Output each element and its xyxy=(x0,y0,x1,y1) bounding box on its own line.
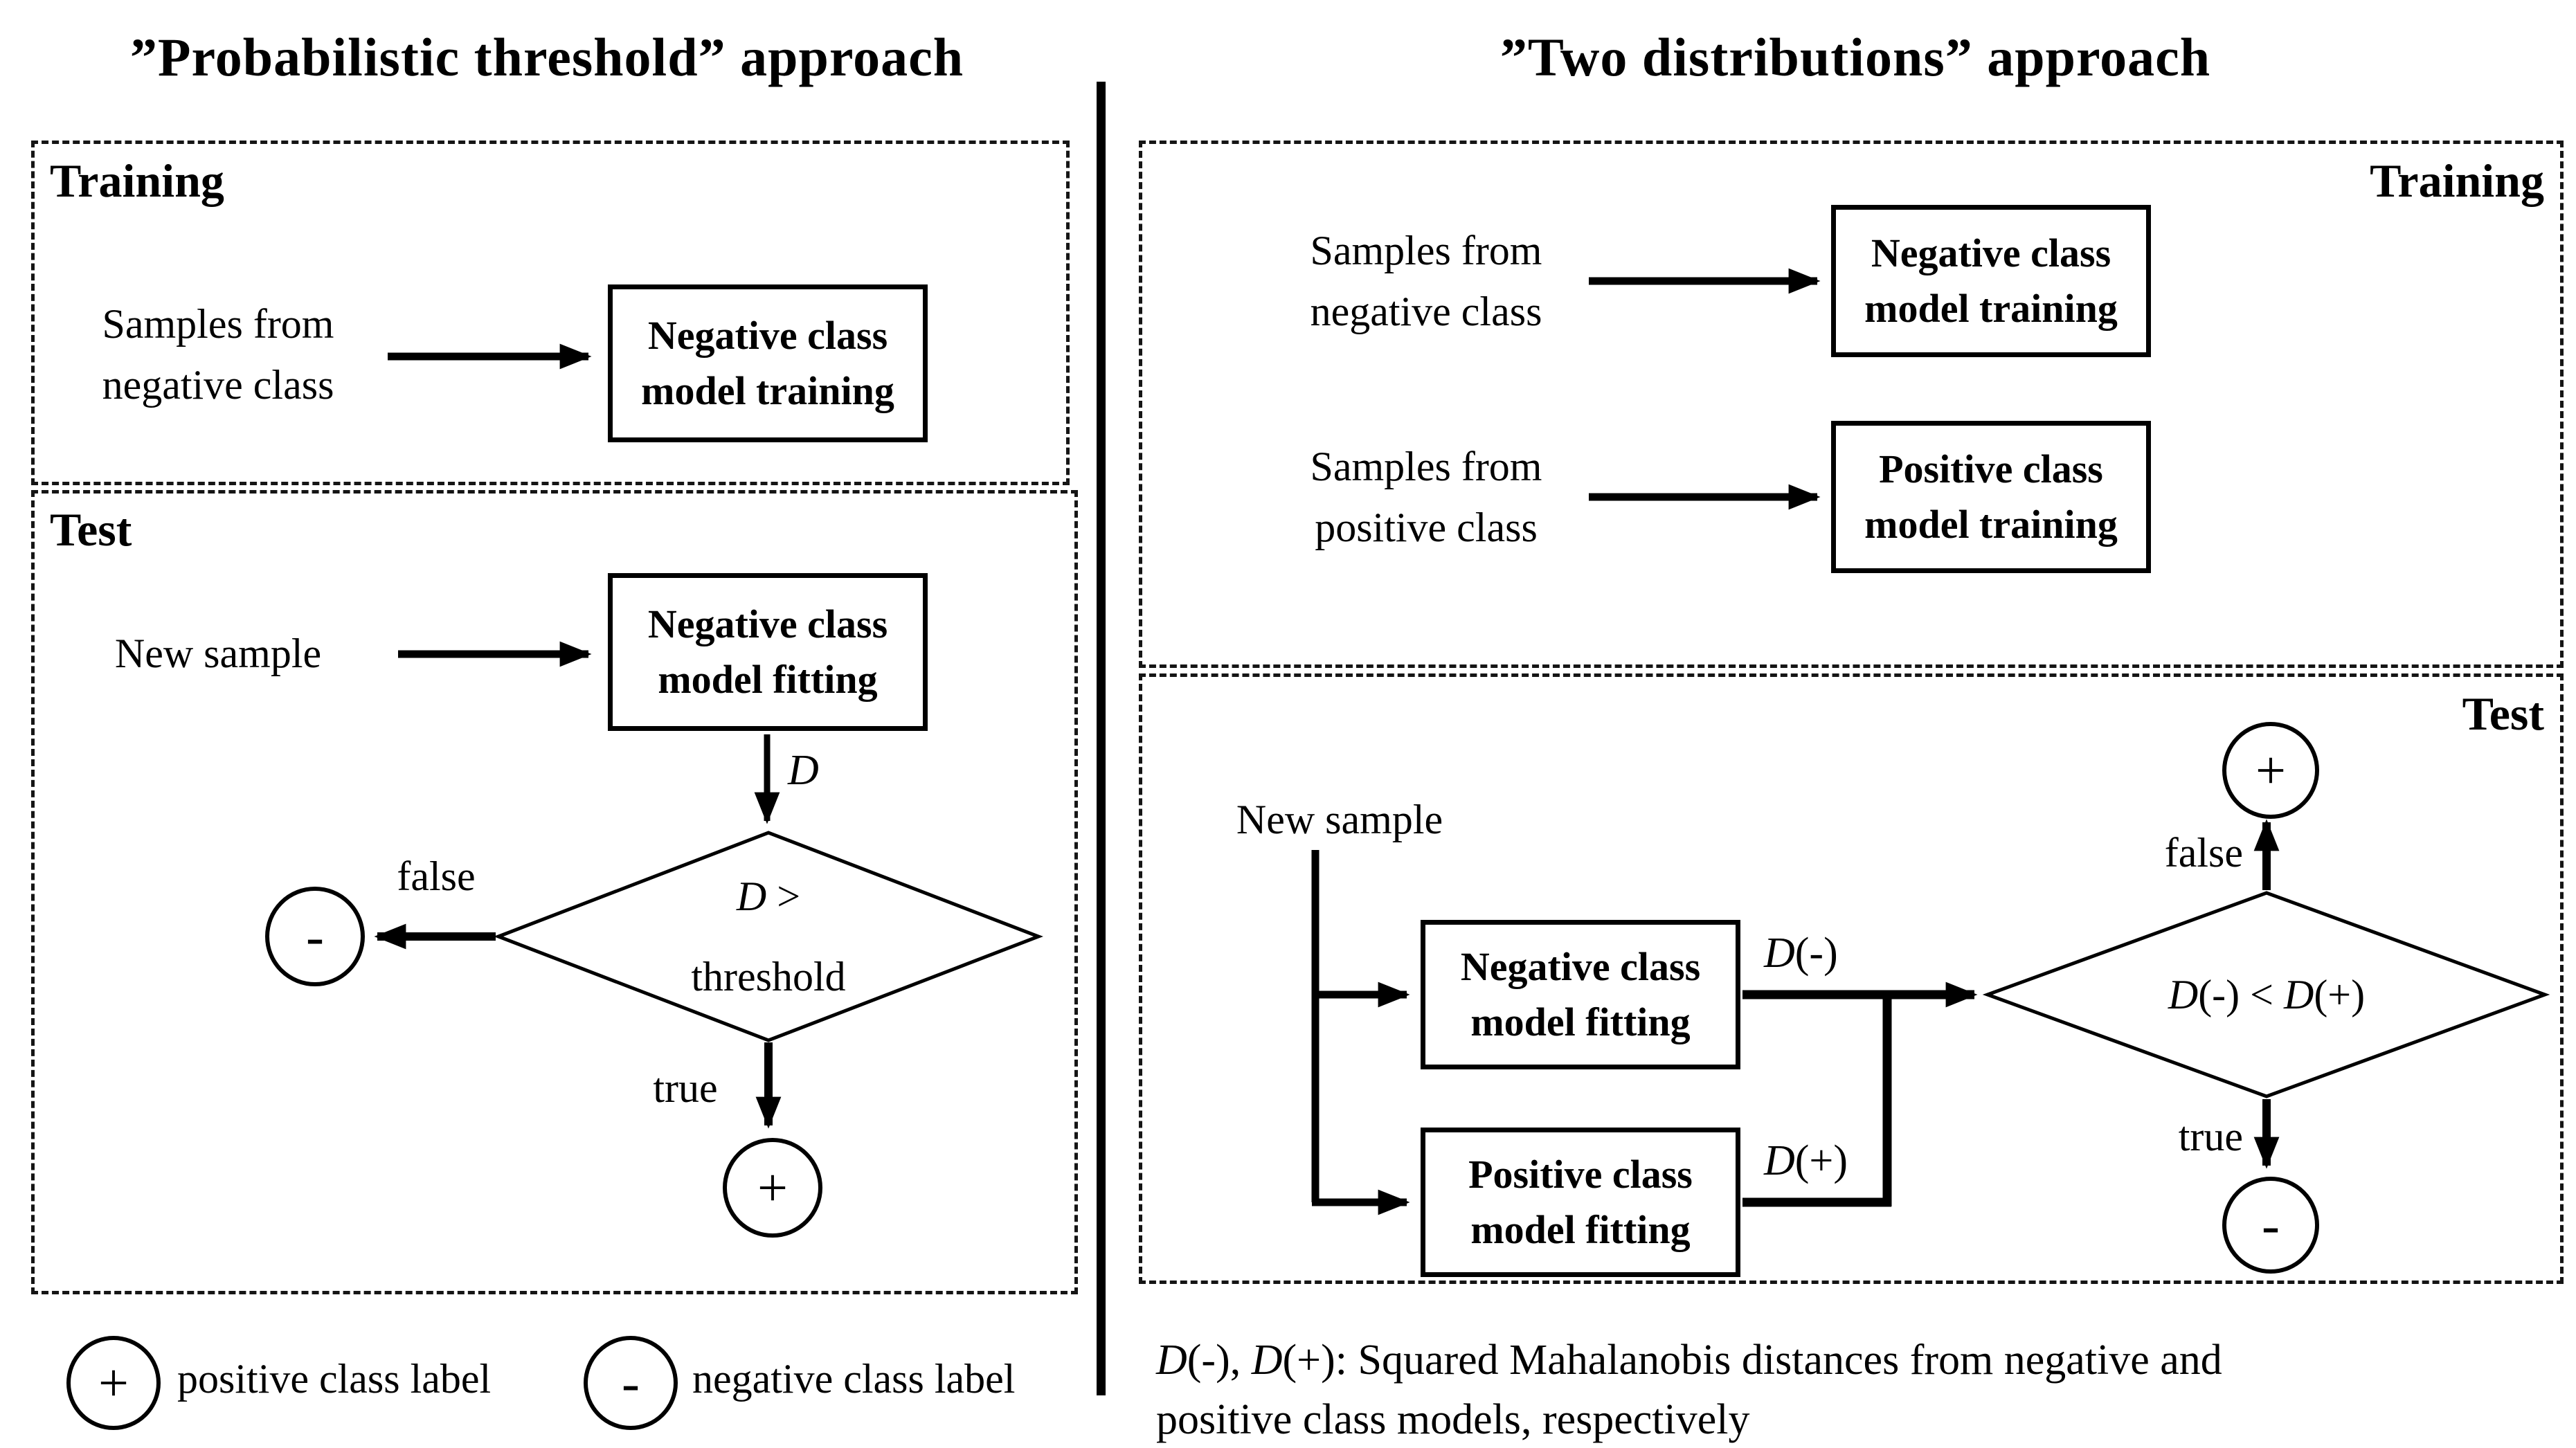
legend-positive-text: positive class label xyxy=(177,1356,492,1402)
right-diamond-p1: (-) xyxy=(2198,972,2240,1017)
left-training-source-text xyxy=(62,293,374,415)
right-diamond-condition xyxy=(2128,972,2405,1017)
left-training-model-box xyxy=(608,284,928,442)
right-test-positive-fitting-box xyxy=(1421,1128,1740,1277)
footnote-d2: D xyxy=(1251,1337,1283,1384)
right-dplus-d: D xyxy=(1764,1137,1795,1184)
legend-positive-circle: + xyxy=(66,1336,161,1430)
footnote xyxy=(1156,1330,2541,1448)
left-positive-result-circle: + xyxy=(723,1138,822,1238)
right-true-label: true xyxy=(2178,1114,2243,1159)
left-diamond-d: D xyxy=(736,874,767,919)
right-training-positive-box xyxy=(1831,421,2151,573)
left-test-box-line1: Negative class xyxy=(647,601,888,646)
right-test-negbox-line2: model fitting xyxy=(1470,999,1691,1044)
right-panel-title: ”Two distributions” approach xyxy=(1499,27,2211,87)
left-diamond-condition-line2: threshold xyxy=(691,954,846,999)
right-training-negbox-line1: Negative class xyxy=(1871,230,2111,275)
left-d-output-label: D xyxy=(788,747,819,794)
left-diamond-op: > xyxy=(766,874,801,919)
right-diamond-p2: (+) xyxy=(2314,972,2366,1017)
footnote-line2: positive class models, respectively xyxy=(1156,1396,1750,1443)
left-training-source-line2: negative class xyxy=(102,362,334,408)
right-false-label: false xyxy=(2164,830,2243,876)
footnote-p1: (-), xyxy=(1187,1337,1252,1384)
left-training-label: Training xyxy=(50,154,224,207)
right-training-posbox-line1: Positive class xyxy=(1879,446,2103,491)
footnote-d1: D xyxy=(1156,1337,1187,1384)
right-test-negative-fitting-box xyxy=(1421,920,1740,1069)
right-training-source2-text xyxy=(1281,436,1571,558)
right-training-source1-line1: Samples from xyxy=(1310,228,1542,273)
right-training-source2-line1: Samples from xyxy=(1310,444,1542,489)
left-true-label: true xyxy=(653,1065,718,1111)
right-training-negbox-line2: model training xyxy=(1864,286,2118,331)
right-training-label: Training xyxy=(2370,154,2544,207)
right-positive-result-circle: + xyxy=(2222,722,2319,819)
right-new-sample-text: New sample xyxy=(1236,797,1443,842)
left-test-label: Test xyxy=(50,503,132,556)
right-negative-result-circle: - xyxy=(2222,1177,2319,1274)
right-diamond-op: < xyxy=(2240,972,2284,1017)
right-training-source1-text xyxy=(1281,220,1571,342)
right-dplus-label xyxy=(1764,1137,1848,1186)
footnote-line1 xyxy=(1156,1330,2541,1390)
right-dminus-paren: (-) xyxy=(1794,930,1838,977)
right-dminus-label xyxy=(1764,929,1838,978)
legend-negative-text: negative class label xyxy=(692,1356,1016,1402)
left-test-box-line2: model fitting xyxy=(658,657,878,702)
left-training-box-line2: model training xyxy=(641,368,894,413)
right-dplus-paren: (+) xyxy=(1794,1137,1848,1184)
right-training-source2-line2: positive class xyxy=(1315,505,1538,550)
left-diamond-condition-line1 xyxy=(630,874,907,919)
right-diamond-d2: D xyxy=(2283,972,2314,1017)
right-diamond-d1: D xyxy=(2168,972,2199,1017)
left-training-source-line1: Samples from xyxy=(102,301,334,347)
footnote-p2: (+): Squared Mahalanobis distances from negative and xyxy=(1282,1337,2222,1384)
right-test-posbox-line1: Positive class xyxy=(1468,1152,1693,1197)
right-test-negbox-line1: Negative class xyxy=(1460,944,1701,989)
right-training-source1-line2: negative class xyxy=(1310,289,1542,334)
left-training-box-line1: Negative class xyxy=(647,313,888,358)
legend-negative-circle: - xyxy=(584,1336,678,1430)
left-false-label: false xyxy=(397,853,476,899)
right-dminus-d: D xyxy=(1764,930,1795,977)
left-new-sample-text: New sample xyxy=(114,631,322,676)
right-training-posbox-line2: model training xyxy=(1864,502,2118,547)
right-test-posbox-line2: model fitting xyxy=(1470,1207,1691,1252)
left-panel-title: ”Probabilistic threshold” approach xyxy=(129,27,964,87)
panel-divider xyxy=(1097,82,1106,1395)
right-test-label: Test xyxy=(2462,687,2544,740)
left-negative-result-circle: - xyxy=(265,887,365,986)
right-training-negative-box xyxy=(1831,205,2151,357)
left-test-fitting-box xyxy=(608,573,928,731)
